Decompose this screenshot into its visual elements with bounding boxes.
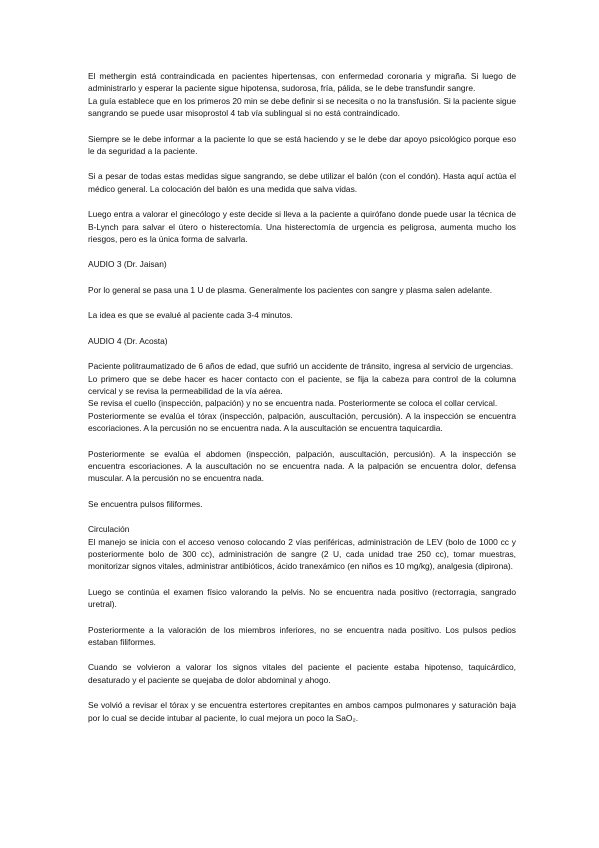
- paragraph-torax-intubar: [88, 699, 516, 724]
- paragraph-circulacion: [88, 523, 516, 573]
- text-line: Paciente politraumatizado de 6 años de edad, que sufrió un accidente de tránsito, ingresa al servicio de urgencias.: [88, 361, 514, 372]
- text-line: Posteriormente se evalúa el abdomen (inspección, palpación, auscultación, percusión). A la inspección se encuentra escoriaciones. A la auscultación no se encuentra nada. A la palpación se encuentra dolor, defensa muscular. A la percusión no se encuentra nada.: [88, 448, 516, 484]
- section-heading-audio-3: AUDIO 3 (Dr. Jaisan): [88, 259, 167, 270]
- paragraph-signos-vitales: [88, 661, 516, 686]
- text-line: Siempre se le debe informar a la paciente lo que se está haciendo y se le debe dar apoyo psicológico porque eso le da seguridad a la paciente.: [88, 133, 516, 157]
- subheading-circulacion: Circulación: [88, 524, 130, 535]
- section-heading-audio-4: AUDIO 4 (Dr. Acosta): [88, 335, 168, 346]
- text-line: Se encuentra pulsos filiformes.: [88, 498, 203, 509]
- paragraph-evaluacion: [88, 309, 516, 321]
- text-line: Posteriormente se evalúa el tórax (inspección, palpación, auscultación, percusión). A la inspección se encuentra escoriaciones. A la percusión no se encuentra nada. A la auscultación se encuentra taquicardia.: [88, 410, 516, 434]
- text-line: Luego entra a valorar el ginecólogo y este decide si lleva a la paciente a quirófano donde puede usar la técnica de B-Lynch para salvar el útero o histerectomía. Una histerectomía de urgencia es peligrosa, aumenta mucho los riesgos, pero es la única forma de salvarla.: [88, 209, 516, 245]
- text-line: Por lo general se pasa una 1 U de plasma. Generalmente los pacientes con sangre y plasma salen adelante.: [88, 284, 493, 295]
- text-line: El manejo se inicia con el acceso venoso colocando 2 vías periféricas, administración de LEV (bolo de 1000 cc y posteriormente bolo de 300 cc), administración de sangre (2 U, cada unidad trae 250 cc), tomar muestras, monitorizar signos vitales, administrar antibióticos, ácido tranexámico (en niños es 10 mg/kg), analgesia (dipirona).: [88, 536, 516, 572]
- paragraph-politraumatizado: [88, 360, 516, 434]
- document-page: [88, 70, 516, 724]
- paragraph-methergin: [88, 70, 516, 120]
- text-line: Luego se continúa el examen físico valorando la pelvis. No se encuentra nada positivo (rectorragia, sangrado uretral).: [88, 586, 516, 610]
- paragraph-pelvis: [88, 586, 516, 611]
- paragraph-informar-paciente: [88, 133, 516, 158]
- text-line: Lo primero que se debe hacer es hacer contacto con el paciente, se fija la cabeza para control de la columna cervical y se revisa la permeabilidad de la vía aérea.: [88, 373, 516, 396]
- text-line: Cuando se volvieron a valorar los signos vitales del paciente el paciente estaba hipotenso, taquicárdico, desaturado y el paciente se quejaba de dolor abdominal y ahogo.: [88, 662, 516, 685]
- paragraph-pulsos: [88, 498, 516, 510]
- text-line: La idea es que se evalué al paciente cada 3-4 minutos.: [88, 310, 293, 321]
- paragraph-balon: [88, 170, 516, 195]
- paragraph-ginecologo: [88, 208, 516, 245]
- paragraph-miembros-inferiores: [88, 624, 516, 649]
- text-line: El methergin está contraindicada en pacientes hipertensas, con enfermedad coronaria y migraña. Si luego de administrarlo y esperar la paciente sigue hipotensa, sudorosa, fría, pálida, se le debe transfundir sangre.: [88, 71, 516, 94]
- text-line: Se revisa el cuello (inspección, palpación) y no se encuentra nada. Posteriormente se coloca el collar cervical.: [88, 398, 498, 409]
- text-line: La guía establece que en los primeros 20 min se debe definir si se necesita o no la transfusión. Si la paciente sigue sangrando se puede usar misoprostol 4 tab vía sublingual si no está contraindicado.: [88, 95, 516, 119]
- paragraph-abdomen: [88, 448, 516, 485]
- text-line: Posteriormente a la valoración de los miembros inferiores, no se encuentra nada positivo. Los pulsos pedios estaban filiformes.: [88, 624, 516, 647]
- paragraph-plasma: [88, 284, 516, 296]
- text-line: Si a pesar de todas estas medidas sigue sangrando, se debe utilizar el balón (con el condón). Hasta aquí actúa el médico general. La colocación del balón es una medida que salva vidas.: [88, 171, 516, 194]
- text-line: Se volvió a revisar el tórax y se encuentra estertores crepitantes en ambos campos pulmonares y saturación baja por lo cual se decide intubar al paciente, lo cual mejora un poco la SaO₂.: [88, 700, 516, 723]
